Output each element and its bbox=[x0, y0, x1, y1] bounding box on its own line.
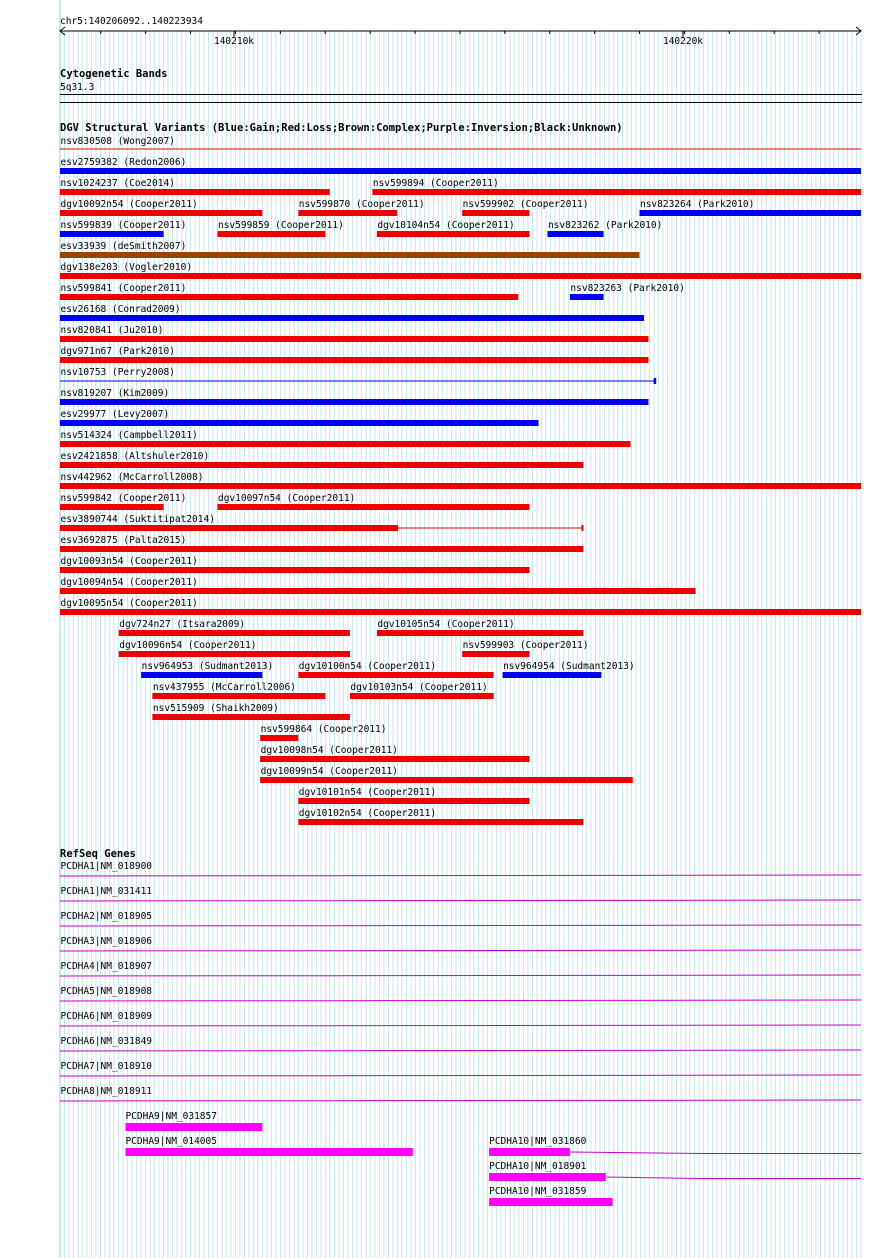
sv-bar bbox=[60, 336, 648, 342]
sv-feature[interactable] bbox=[260, 745, 529, 762]
cytoband-track bbox=[60, 68, 862, 103]
gene-exon-box bbox=[489, 1198, 612, 1206]
sv-bar bbox=[60, 609, 861, 615]
sv-bar bbox=[60, 231, 164, 237]
tick-label: 140220k bbox=[662, 36, 704, 47]
sv-bar bbox=[60, 525, 397, 531]
gene-label: PCDHA10|NM_031859 bbox=[489, 1186, 587, 1197]
sv-feature[interactable] bbox=[60, 367, 656, 384]
gene-feature[interactable] bbox=[125, 1111, 262, 1131]
sv-label: esv2421858 (Altshuler2010) bbox=[60, 451, 210, 462]
sv-feature[interactable] bbox=[298, 787, 529, 804]
gene-label: PCDHA10|NM_018901 bbox=[489, 1161, 587, 1172]
sv-bar bbox=[60, 315, 644, 321]
sv-feature[interactable] bbox=[60, 409, 538, 426]
sv-feature[interactable] bbox=[152, 703, 350, 720]
sv-bar bbox=[60, 189, 330, 195]
sv-label: nsv437955 (McCarroll2006) bbox=[152, 682, 296, 693]
sv-feature[interactable] bbox=[60, 304, 644, 321]
dgv-track-title: DGV Structural Variants (Blue:Gain;Red:Loss;Brown:Complex;Purple:Inversion;Black:Unknown) bbox=[60, 122, 623, 134]
sv-bar bbox=[298, 210, 397, 216]
gene-intron-line bbox=[606, 1177, 861, 1179]
gene-label: PCDHA7|NM_018910 bbox=[60, 1061, 153, 1072]
sv-feature[interactable] bbox=[60, 241, 639, 258]
gene-label: PCDHA1|NM_018900 bbox=[60, 861, 153, 872]
sv-feature[interactable] bbox=[60, 430, 631, 447]
sv-end-cap bbox=[396, 525, 398, 531]
sv-label: nsv10753 (Perry2008) bbox=[60, 367, 175, 378]
sv-bar bbox=[60, 462, 583, 468]
gene-label: PCDHA3|NM_018906 bbox=[60, 936, 153, 947]
gene-intron-line bbox=[60, 950, 861, 951]
sv-bar bbox=[60, 420, 538, 426]
gene-label: PCDHA10|NM_031860 bbox=[489, 1136, 587, 1147]
sv-bar bbox=[152, 714, 350, 720]
sv-bar bbox=[60, 252, 639, 258]
sv-feature[interactable] bbox=[60, 283, 518, 300]
sv-feature[interactable] bbox=[372, 178, 861, 195]
sv-feature[interactable] bbox=[462, 199, 588, 216]
sv-bar bbox=[60, 483, 861, 489]
tick-label: 140210k bbox=[213, 36, 255, 47]
sv-label: dgv10102n54 (Cooper2011) bbox=[298, 808, 437, 819]
gene-intron-line bbox=[60, 1025, 861, 1026]
sv-feature[interactable] bbox=[260, 724, 386, 741]
sv-label: nsv819207 (Kim2009) bbox=[60, 388, 170, 399]
sv-feature[interactable] bbox=[377, 220, 530, 237]
gene-label: PCDHA4|NM_018907 bbox=[60, 961, 153, 972]
sv-bar bbox=[217, 504, 529, 510]
sv-bar bbox=[298, 819, 583, 825]
sv-bar bbox=[60, 588, 696, 594]
sv-label: dgv724n27 (Itsara2009) bbox=[119, 619, 246, 630]
sv-feature[interactable] bbox=[60, 325, 648, 342]
refseq-track-title: RefSeq Genes bbox=[60, 848, 136, 860]
sv-bar bbox=[570, 294, 604, 300]
sv-bar bbox=[372, 189, 861, 195]
sv-label: esv3692875 (Palta2015) bbox=[60, 535, 187, 546]
sv-label: nsv599870 (Cooper2011) bbox=[298, 199, 425, 210]
sv-bar bbox=[260, 756, 529, 762]
gene-feature[interactable] bbox=[489, 1161, 861, 1181]
sv-feature[interactable] bbox=[260, 766, 633, 783]
sv-feature[interactable] bbox=[60, 514, 583, 531]
sv-feature[interactable] bbox=[60, 556, 530, 573]
sv-label: dgv10103n54 (Cooper2011) bbox=[350, 682, 488, 693]
sv-feature[interactable] bbox=[298, 808, 583, 825]
gene-label: PCDHA5|NM_018908 bbox=[60, 986, 153, 997]
gene-label: PCDHA6|NM_018909 bbox=[60, 1011, 153, 1022]
sv-feature[interactable] bbox=[119, 619, 350, 636]
sv-label: nsv599841 (Cooper2011) bbox=[60, 283, 187, 294]
sv-bar bbox=[547, 231, 603, 237]
sv-feature[interactable] bbox=[60, 535, 583, 552]
sv-label: nsv820841 (Ju2010) bbox=[60, 325, 164, 336]
sv-label: nsv823262 (Park2010) bbox=[547, 220, 663, 231]
sv-label: nsv599894 (Cooper2011) bbox=[372, 178, 499, 189]
sv-bar bbox=[60, 399, 648, 405]
cytoband-label: 5q31.3 bbox=[60, 82, 95, 93]
sv-bar bbox=[119, 651, 350, 657]
sv-bar bbox=[60, 567, 530, 573]
gene-intron-line bbox=[60, 1000, 861, 1001]
sv-feature[interactable] bbox=[377, 619, 584, 636]
sv-bar bbox=[60, 273, 861, 279]
gene-label: PCDHA2|NM_018905 bbox=[60, 911, 153, 922]
sv-label: nsv442962 (McCarroll2008) bbox=[60, 472, 204, 483]
sv-label: nsv1024237 (Coe2014) bbox=[60, 178, 175, 189]
sv-bar bbox=[60, 210, 262, 216]
sv-bar bbox=[462, 210, 529, 216]
sv-feature[interactable] bbox=[119, 640, 350, 657]
sv-feature[interactable] bbox=[298, 661, 493, 678]
sv-label: nsv823263 (Park2010) bbox=[570, 283, 685, 294]
gene-intron-line bbox=[60, 925, 861, 926]
gene-intron-line bbox=[60, 900, 861, 901]
sv-bar bbox=[260, 735, 298, 741]
sv-feature[interactable] bbox=[639, 199, 861, 216]
sv-label: nsv964954 (Sudmant2013) bbox=[503, 661, 635, 672]
sv-feature[interactable] bbox=[60, 493, 186, 510]
sv-feature[interactable] bbox=[60, 388, 648, 405]
sv-feature[interactable] bbox=[298, 199, 424, 216]
sv-label: esv2759382 (Redon2006) bbox=[60, 157, 187, 168]
gene-label: PCDHA1|NM_031411 bbox=[60, 886, 153, 897]
sv-feature[interactable] bbox=[503, 661, 635, 678]
sv-bar bbox=[462, 651, 529, 657]
sv-label: esv29977 (Levy2007) bbox=[60, 409, 170, 420]
gene-exon-box bbox=[125, 1148, 412, 1156]
sv-feature[interactable] bbox=[141, 661, 273, 678]
gene-label: PCDHA6|NM_031849 bbox=[60, 1036, 153, 1047]
gene-feature[interactable] bbox=[489, 1186, 612, 1206]
sv-label: dgv10093n54 (Cooper2011) bbox=[60, 556, 198, 567]
sv-label: esv33939 (deSmith2007) bbox=[60, 241, 187, 252]
sv-feature[interactable] bbox=[350, 682, 494, 699]
gene-intron-line bbox=[60, 1100, 861, 1101]
sv-feature[interactable] bbox=[60, 199, 262, 216]
sv-bar bbox=[298, 672, 493, 678]
sv-bar bbox=[60, 441, 631, 447]
gene-exon-box bbox=[489, 1148, 570, 1156]
sv-label: dgv10101n54 (Cooper2011) bbox=[298, 787, 437, 798]
gene-label: PCDHA9|NM_031857 bbox=[125, 1111, 217, 1122]
sv-label: nsv599842 (Cooper2011) bbox=[60, 493, 187, 504]
gene-feature[interactable] bbox=[125, 1136, 412, 1156]
sv-label: esv3890744 (Suktitipat2014) bbox=[60, 514, 215, 525]
sv-label: dgv10092n54 (Cooper2011) bbox=[60, 199, 198, 210]
sv-label: dgv10099n54 (Cooper2011) bbox=[260, 766, 398, 777]
gene-label: PCDHA9|NM_014005 bbox=[125, 1136, 217, 1147]
sv-feature[interactable] bbox=[152, 682, 325, 699]
sv-feature[interactable] bbox=[60, 346, 648, 363]
gene-exon-box bbox=[489, 1173, 606, 1181]
sv-end-cap bbox=[581, 525, 583, 531]
sv-end-cap bbox=[654, 378, 657, 384]
sv-bar bbox=[60, 357, 648, 363]
sv-bar bbox=[377, 231, 530, 237]
sv-bar bbox=[152, 693, 325, 699]
sv-label: nsv599859 (Cooper2011) bbox=[217, 220, 344, 231]
sv-label: nsv514324 (Campbell2011) bbox=[60, 430, 198, 441]
sv-label: nsv599864 (Cooper2011) bbox=[260, 724, 387, 735]
sv-label: nsv830508 (Wong2007) bbox=[60, 136, 175, 147]
sv-bar bbox=[298, 798, 529, 804]
sv-bar bbox=[217, 231, 325, 237]
sv-label: dgv10097n54 (Cooper2011) bbox=[217, 493, 356, 504]
gene-intron-line bbox=[60, 1050, 861, 1051]
sv-feature[interactable] bbox=[462, 640, 588, 657]
sv-label: esv26168 (Conrad2009) bbox=[60, 304, 181, 315]
sv-bar bbox=[60, 546, 583, 552]
sv-label: nsv599903 (Cooper2011) bbox=[462, 640, 589, 651]
cytoband-track-title: Cytogenetic Bands bbox=[60, 68, 168, 80]
gene-intron-line bbox=[60, 1075, 861, 1076]
sv-bar bbox=[60, 168, 861, 174]
sv-bar bbox=[639, 210, 861, 216]
sv-bar bbox=[60, 504, 164, 510]
sv-label: dgv138e203 (Vogler2010) bbox=[60, 262, 193, 273]
sv-label: dgv10096n54 (Cooper2011) bbox=[119, 640, 257, 651]
sv-label: dgv10104n54 (Cooper2011) bbox=[377, 220, 515, 231]
sv-label: dgv10095n54 (Cooper2011) bbox=[60, 598, 198, 609]
gene-feature[interactable] bbox=[489, 1136, 861, 1156]
sv-label: nsv599839 (Cooper2011) bbox=[60, 220, 187, 231]
sv-label: nsv823264 (Park2010) bbox=[639, 199, 755, 210]
sv-label: nsv964953 (Sudmant2013) bbox=[141, 661, 274, 672]
gene-exon-box bbox=[125, 1123, 262, 1131]
sv-label: nsv599902 (Cooper2011) bbox=[462, 199, 589, 210]
sv-label: dgv10100n54 (Cooper2011) bbox=[298, 661, 437, 672]
sv-bar bbox=[119, 630, 350, 636]
sv-feature[interactable] bbox=[217, 220, 343, 237]
sv-label: dgv10094n54 (Cooper2011) bbox=[60, 577, 198, 588]
sv-label: dgv971n67 (Park2010) bbox=[60, 346, 175, 357]
sv-bar bbox=[141, 672, 262, 678]
sv-label: dgv10098n54 (Cooper2011) bbox=[260, 745, 398, 756]
sv-label: nsv515909 (Shaikh2009) bbox=[152, 703, 279, 714]
gene-intron-line bbox=[60, 975, 861, 976]
sv-bar bbox=[377, 630, 584, 636]
sv-bar bbox=[350, 693, 494, 699]
sv-bar bbox=[260, 777, 633, 783]
sv-label: dgv10105n54 (Cooper2011) bbox=[377, 619, 515, 630]
sv-bar bbox=[60, 294, 518, 300]
gene-intron-line bbox=[60, 875, 861, 876]
region-label: chr5:140206092..140223934 bbox=[60, 16, 203, 27]
gene-label: PCDHA8|NM_018911 bbox=[60, 1086, 153, 1097]
sv-feature[interactable] bbox=[60, 220, 186, 237]
sv-bar bbox=[503, 672, 602, 678]
sv-feature[interactable] bbox=[60, 451, 583, 468]
